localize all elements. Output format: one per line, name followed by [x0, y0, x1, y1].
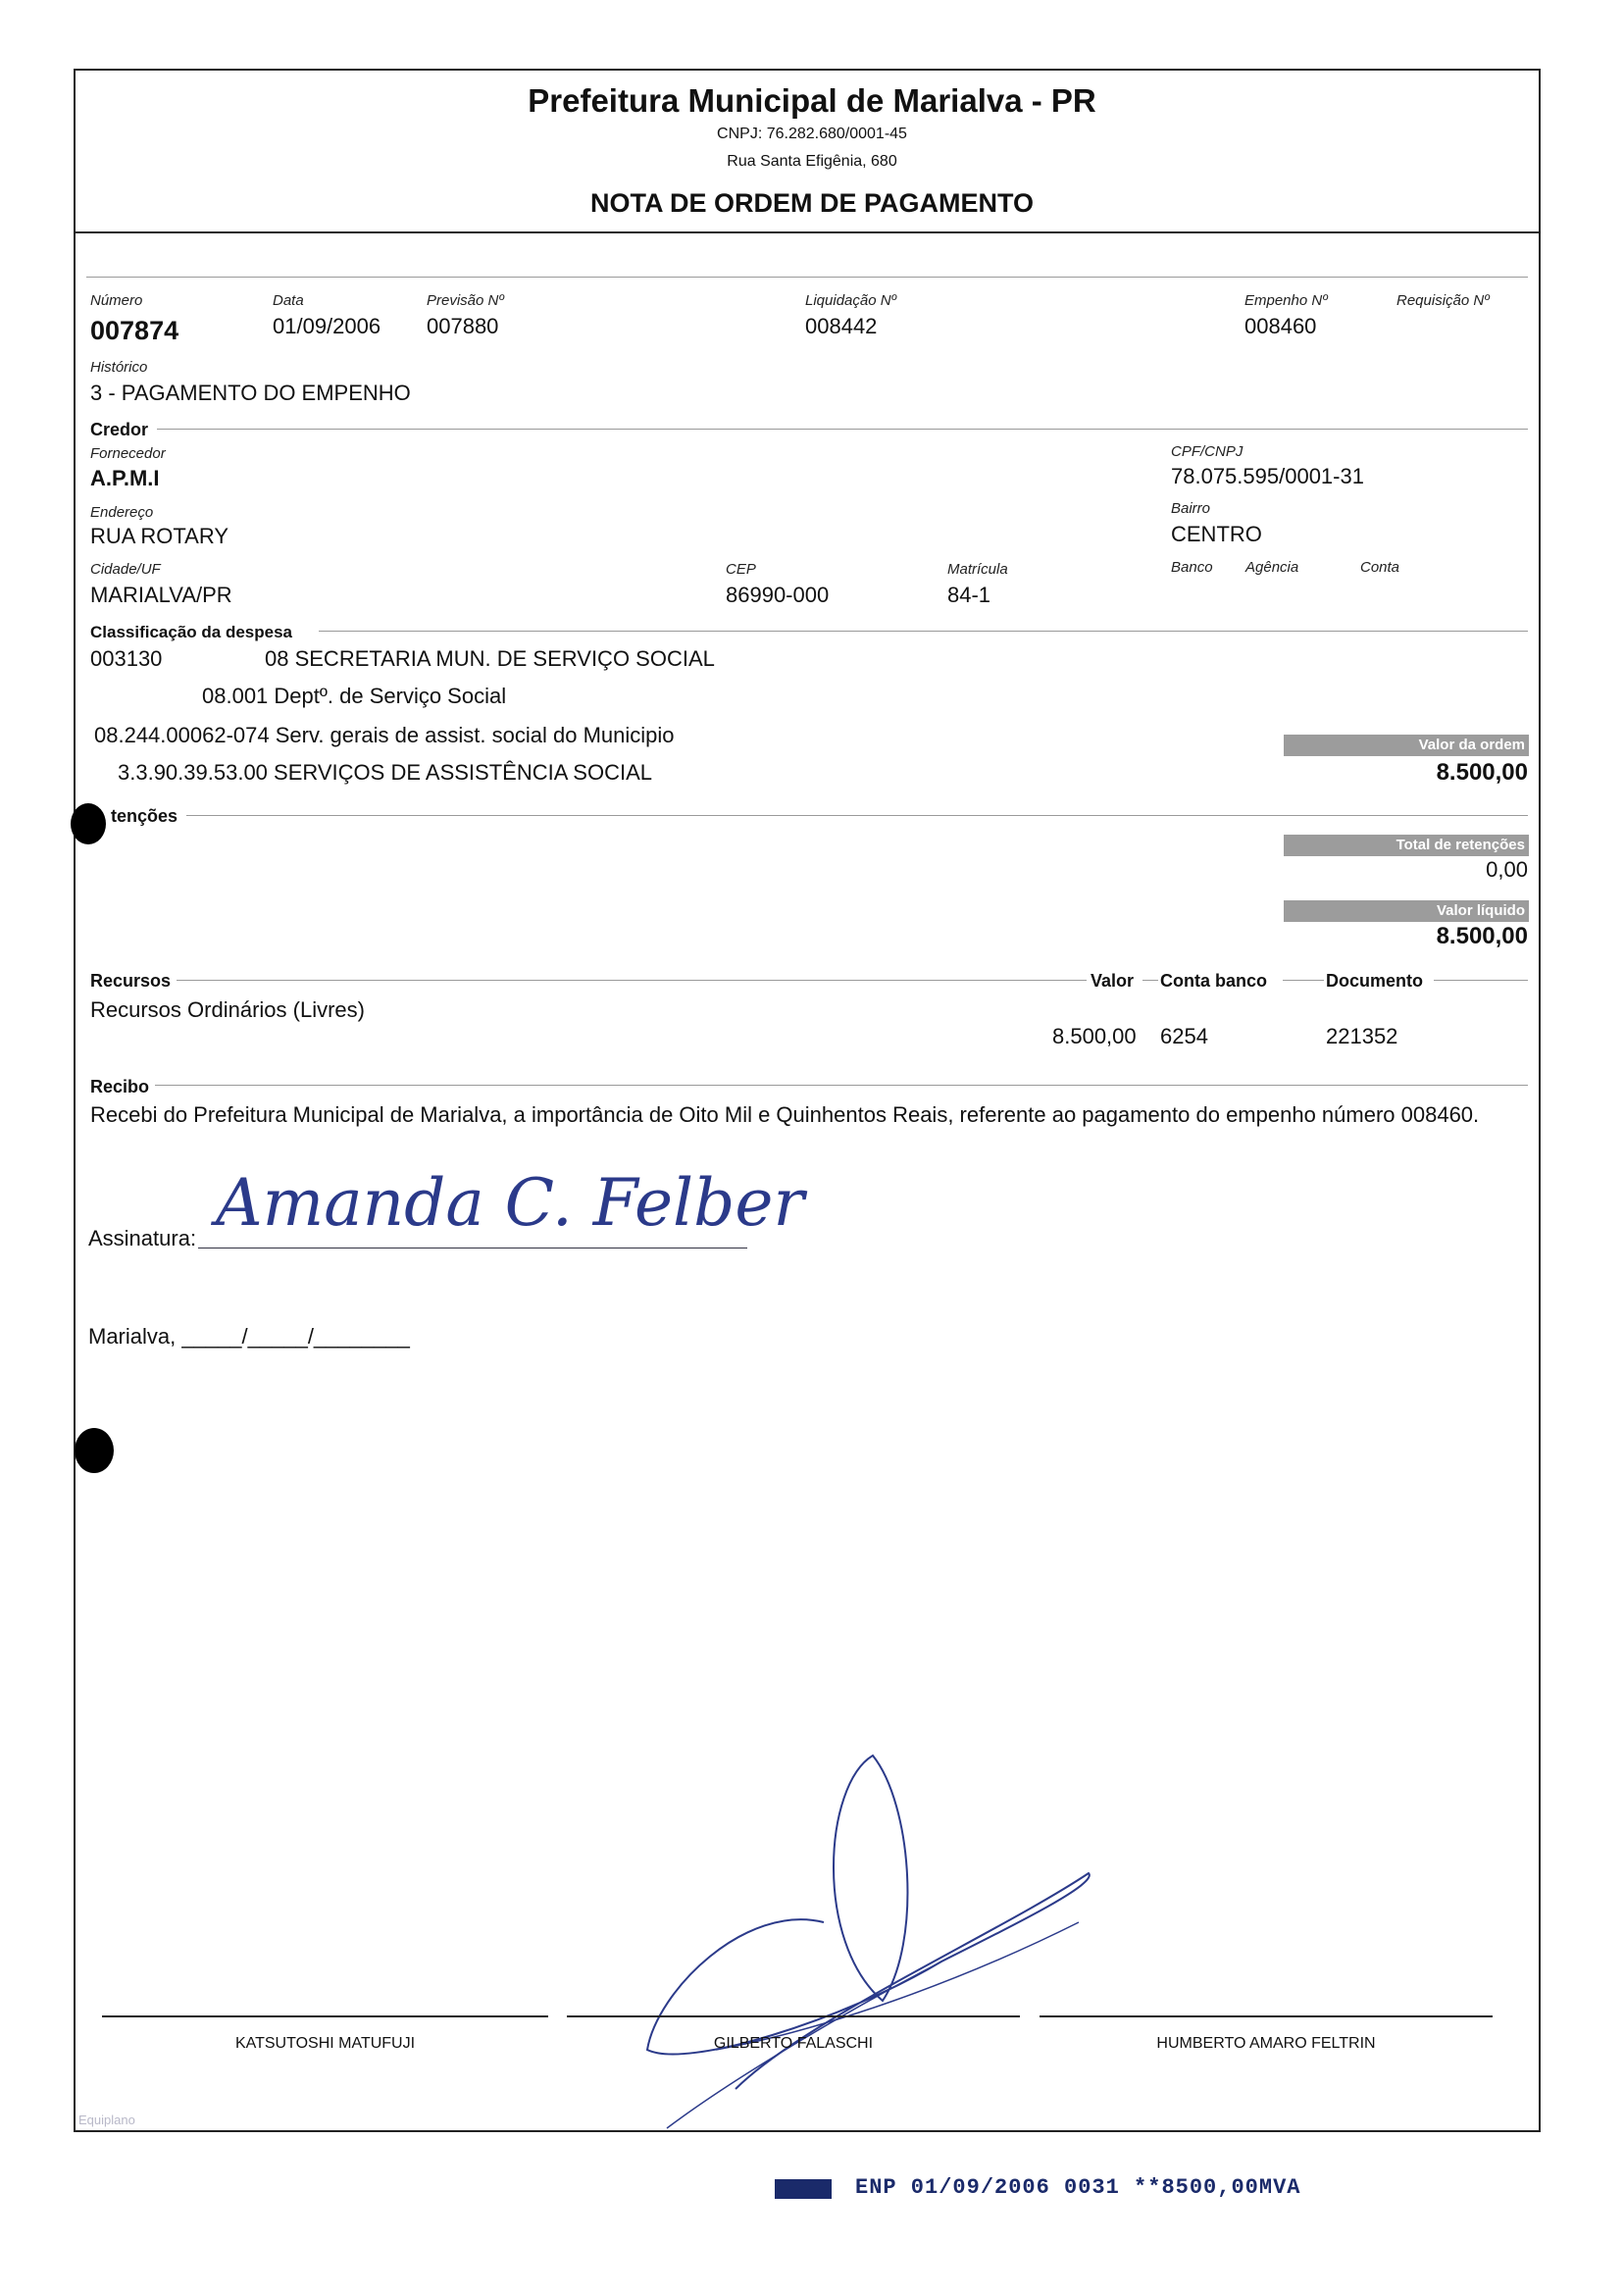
total-retencoes-value: 0,00	[1486, 857, 1528, 882]
valor-ordem-label: Valor da ordem	[1418, 737, 1525, 753]
bairro-label: Bairro	[1171, 500, 1211, 517]
recursos-rule-4	[1434, 980, 1528, 981]
recursos-documento: 221352	[1326, 1024, 1398, 1048]
liquidacao-value: 008442	[805, 314, 878, 338]
classificacao-line-3: 08.244.00062-074 Serv. gerais de assist. social do Municipio	[94, 723, 675, 747]
agencia-label: Agência	[1245, 559, 1299, 576]
recursos-descricao: Recursos Ordinários (Livres)	[90, 997, 365, 1022]
liquidacao-label: Liquidação Nº	[805, 292, 897, 309]
cpf-label: CPF/CNPJ	[1171, 443, 1243, 460]
cidade-label: Cidade/UF	[90, 561, 161, 578]
signatory-name-2: GILBERTO FALASCHI	[713, 2035, 874, 2052]
local-date-line: Marialva, _____/_____/________	[88, 1324, 410, 1349]
header-divider	[76, 231, 1540, 233]
cpf-value: 78.075.595/0001-31	[1171, 464, 1364, 488]
bank-stamp-logo	[775, 2179, 832, 2199]
valor-liquido-label: Valor líquido	[1436, 902, 1525, 919]
bairro-value: CENTRO	[1171, 522, 1262, 546]
fornecedor-label: Fornecedor	[90, 445, 166, 462]
software-watermark: Equiplano	[78, 2113, 135, 2127]
recursos-valor-label: Valor	[1091, 971, 1135, 991]
historico-value: 3 - PAGAMENTO DO EMPENHO	[90, 381, 411, 405]
recursos-rule-3	[1283, 980, 1324, 981]
cidade-value: MARIALVA/PR	[90, 583, 232, 607]
signatory-line-1	[102, 2015, 548, 2017]
classificacao-line-2: 08.001 Deptº. de Serviço Social	[202, 684, 507, 708]
classificacao-rule	[319, 631, 1528, 632]
banco-label: Banco	[1171, 559, 1213, 576]
classificacao-line-4: 3.3.90.39.53.00 SERVIÇOS DE ASSISTÊNCIA SOCIAL	[118, 760, 652, 785]
matricula-label: Matrícula	[947, 561, 1008, 578]
valor-ordem-value: 8.500,00	[1436, 759, 1528, 786]
historico-label: Histórico	[90, 359, 148, 376]
conta-label: Conta	[1360, 559, 1400, 576]
credor-rule	[157, 429, 1528, 430]
handwritten-signature: Amanda C. Felber	[216, 1165, 804, 1241]
assinatura-label: Assinatura:	[88, 1226, 197, 1250]
data-value: 01/09/2006	[273, 314, 381, 338]
previsao-label: Previsão Nº	[427, 292, 504, 309]
recursos-conta-label: Conta banco	[1160, 971, 1268, 991]
valor-liquido-bar	[1284, 900, 1529, 922]
classificacao-section-title: Classificação da despesa	[90, 623, 293, 641]
retencoes-section-title: tenções	[111, 806, 178, 826]
document-title: NOTA DE ORDEM DE PAGAMENTO	[589, 188, 1034, 218]
bank-stamp-text: ENP 01/09/2006 0031 **8500,00MVA	[855, 2175, 1301, 2200]
recursos-section-title: Recursos	[90, 971, 172, 991]
hole-punch-mark-2	[75, 1428, 114, 1473]
cep-label: CEP	[726, 561, 756, 578]
total-retencoes-bar	[1284, 835, 1529, 856]
empenho-value: 008460	[1244, 314, 1317, 338]
recibo-rule	[155, 1085, 1528, 1086]
matricula-value: 84-1	[947, 583, 991, 607]
classificacao-line-1: 08 SECRETARIA MUN. DE SERVIÇO SOCIAL	[265, 646, 715, 671]
cep-value: 86990-000	[726, 583, 830, 607]
recursos-rule	[177, 980, 1087, 981]
recursos-valor: 8.500,00	[1052, 1024, 1137, 1048]
info-top-rule	[86, 277, 1528, 278]
retencoes-rule	[186, 815, 1528, 816]
municipality-title: Prefeitura Municipal de Marialva - PR	[528, 82, 1096, 119]
signatory-name-3: HUMBERTO AMARO FELTRIN	[1156, 2035, 1376, 2052]
recursos-conta: 6254	[1160, 1024, 1208, 1048]
signatory-line-2	[567, 2015, 1020, 2017]
classificacao-code: 003130	[90, 646, 163, 671]
fornecedor-value: A.P.M.I	[90, 466, 160, 490]
signature-scribble	[628, 1746, 1118, 2138]
requisicao-label: Requisição Nº	[1396, 292, 1490, 309]
numero-value: 007874	[90, 316, 179, 345]
numero-label: Número	[90, 292, 143, 309]
endereco-label: Endereço	[90, 504, 154, 521]
data-label: Data	[273, 292, 304, 309]
recibo-text: Recebi do Prefeitura Municipal de Marialva, a importância de Oito Mil e Quinhentos Reais, referente ao pagamento do empenho número 008460.	[90, 1102, 1480, 1127]
signatory-line-3	[1040, 2015, 1493, 2017]
previsao-value: 007880	[427, 314, 499, 338]
signatory-name-1: KATSUTOSHI MATUFUJI	[234, 2035, 416, 2052]
recursos-documento-label: Documento	[1326, 971, 1423, 991]
valor-ordem-bar	[1284, 735, 1529, 756]
cnpj-line: CNPJ: 76.282.680/0001-45	[717, 126, 907, 142]
credor-section-title: Credor	[90, 420, 149, 439]
empenho-label: Empenho Nº	[1244, 292, 1328, 309]
total-retencoes-label: Total de retenções	[1396, 837, 1525, 853]
valor-liquido-value: 8.500,00	[1436, 923, 1528, 949]
address-line: Rua Santa Efigênia, 680	[727, 153, 897, 170]
recursos-rule-2	[1142, 980, 1158, 981]
hole-punch-mark	[71, 803, 106, 844]
recibo-section-title: Recibo	[90, 1077, 150, 1096]
endereco-value: RUA ROTARY	[90, 524, 228, 548]
